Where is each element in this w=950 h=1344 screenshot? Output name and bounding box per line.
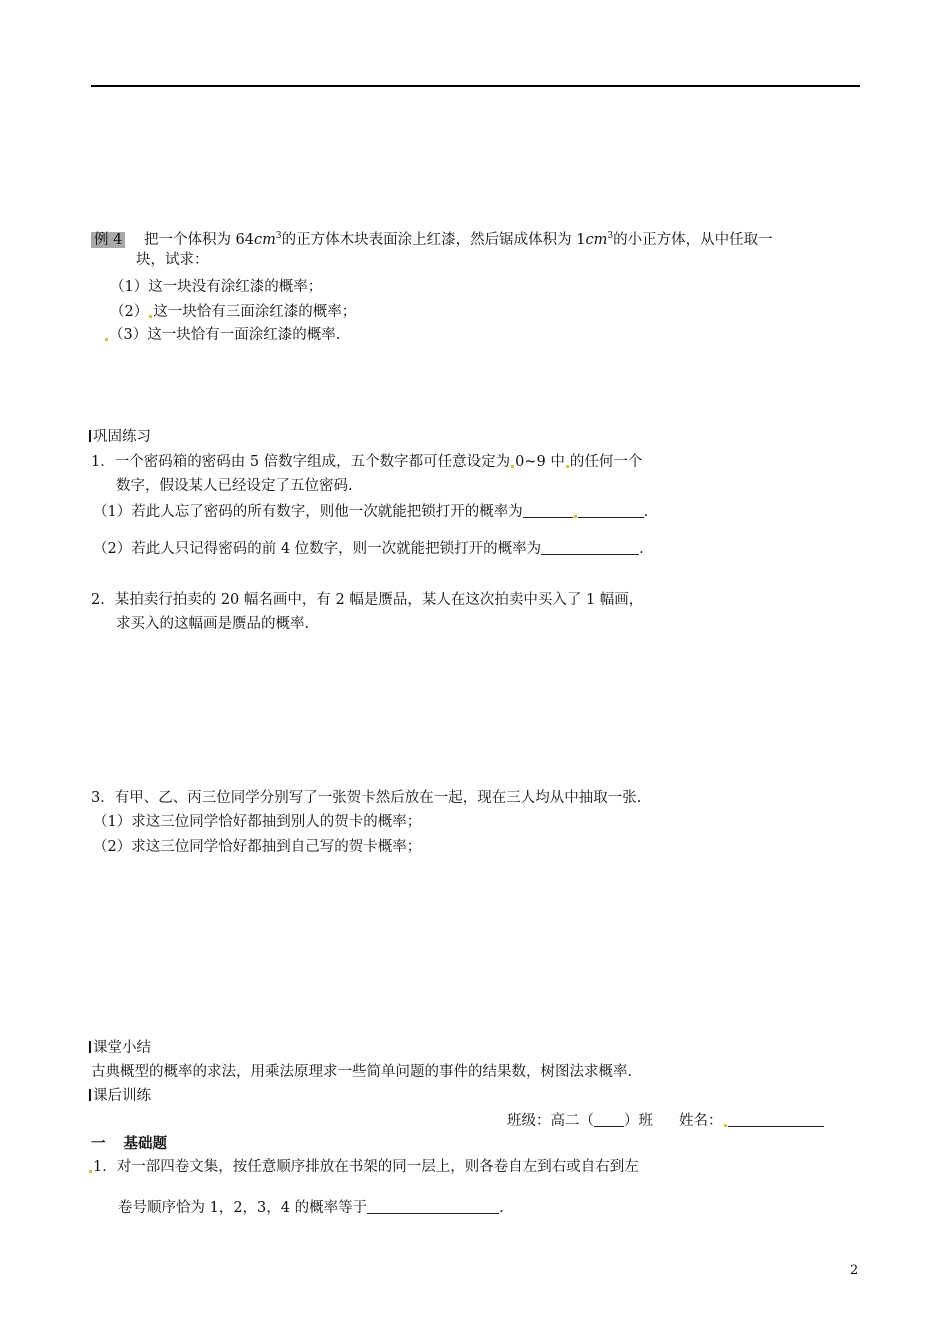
edit-mark <box>511 465 514 468</box>
section-title: 基础题 <box>123 1135 167 1152</box>
name-label: 姓名： <box>679 1113 723 1129</box>
edit-mark <box>105 338 108 341</box>
summary-heading-text: 课堂小结 <box>93 1040 151 1056</box>
header-rule <box>91 85 860 87</box>
practice-2-line1: 2．某拍卖行拍卖的 20 幅名画中，有 2 幅是赝品，某人在这次拍卖中买入了 1 幅画， <box>91 592 644 608</box>
period: . <box>639 541 644 557</box>
edit-mark <box>724 1124 727 1127</box>
class-name-line <box>507 1111 824 1131</box>
practice-3-q1: （1）求这三位同学恰好都抽到别人的贺卡的概率； <box>93 814 422 830</box>
example4-tag: 例 4 <box>91 232 125 248</box>
example4-text-a: 把一个体积为 64 <box>143 232 255 248</box>
section-basic <box>91 1134 167 1154</box>
homework-heading <box>89 1086 151 1106</box>
homework-1-line1 <box>88 1157 639 1177</box>
name-blank <box>728 1112 824 1127</box>
period: . <box>643 504 649 520</box>
example4-q2 <box>110 302 356 322</box>
practice-1-line1 <box>91 452 642 472</box>
example4-q3 <box>104 325 340 345</box>
answer-blank <box>367 1199 499 1214</box>
practice-heading-text: 巩固练习 <box>93 429 151 445</box>
homework-1-line1-text: 1．对一部四卷文集，按任意顺序排放在书架的同一层上，则各卷自左到右或自右到左 <box>93 1159 639 1175</box>
summary-heading <box>89 1038 151 1058</box>
edit-mark <box>566 465 569 468</box>
practice-2-line2: 求买入的这幅画是赝品的概率. <box>116 616 310 632</box>
edit-mark <box>89 1170 92 1173</box>
practice-1-range: 0~9 中 <box>515 454 565 470</box>
practice-1-q2-text: （2）若此人只记得密码的前 4 位数字，则一次就能把锁打开的概率为 <box>93 541 542 557</box>
example4-unit-1: cm <box>254 232 276 248</box>
practice-3-line1: 3．有甲、乙、丙三位同学分别写了一张贺卡然后放在一起，现在三人均从中抽取一张. <box>91 790 642 806</box>
summary-text: 古典概型的概率的求法，用乘法原理求一些简单问题的事件的结果数，树图法求概率. <box>91 1064 633 1080</box>
class-blank <box>594 1112 624 1127</box>
answer-blank <box>578 503 644 518</box>
example4-q2-text: 这一块恰有三面涂红漆的概率； <box>153 304 357 320</box>
homework-heading-text: 课后训练 <box>93 1088 151 1104</box>
example4-q3-text: （3）这一块恰有一面涂红漆的概率. <box>109 327 341 343</box>
class-suffix: ）班 <box>624 1113 653 1129</box>
example4-unit-2: cm <box>585 232 608 248</box>
example4-q2-num: （2） <box>110 304 149 320</box>
practice-3-q2: （2）求这三位同学恰好都抽到自己写的贺卡概率； <box>93 839 422 855</box>
edit-mark <box>574 515 577 518</box>
heading-marker <box>89 1041 91 1053</box>
homework-1-line2 <box>118 1198 504 1218</box>
example4-text-b: 的正方体木块表面涂上红漆，然后锯成体积为 1 <box>281 232 586 248</box>
period: . <box>499 1200 504 1216</box>
class-label: 班级：高二（ <box>507 1113 594 1129</box>
practice-1-q2 <box>93 539 644 559</box>
practice-1-line1-a: 1．一个密码箱的密码由 5 倍数字组成，五个数字都可任意设定为 <box>91 454 511 470</box>
example4-line2: 块，试求： <box>136 252 209 268</box>
answer-blank <box>523 503 573 518</box>
example4-exp-1: 3 <box>275 231 282 241</box>
edit-mark <box>149 315 152 318</box>
practice-heading <box>89 427 151 447</box>
example4-exp-2: 3 <box>607 231 614 241</box>
heading-marker <box>89 1089 91 1101</box>
heading-marker <box>89 430 91 442</box>
practice-1-q1 <box>93 502 648 522</box>
homework-1-line2-text: 卷号顺序恰为 1，2，3，4 的概率等于 <box>118 1200 368 1216</box>
example4-text-c: 的小正方体，从中任取一 <box>613 232 773 248</box>
practice-1-q1-text: （1）若此人忘了密码的所有数字，则他一次就能把锁打开的概率为 <box>93 504 523 520</box>
example4-q1: （1）这一块没有涂红漆的概率； <box>110 279 323 295</box>
practice-1-line1-c: 的任何一个 <box>569 454 643 470</box>
practice-1-line2: 数字，假设某人已经设定了五位密码. <box>116 478 353 494</box>
section-num: 一 <box>91 1135 106 1152</box>
page-number: 2 <box>850 1263 859 1278</box>
example4-line1 <box>91 226 773 250</box>
answer-blank <box>541 540 639 555</box>
